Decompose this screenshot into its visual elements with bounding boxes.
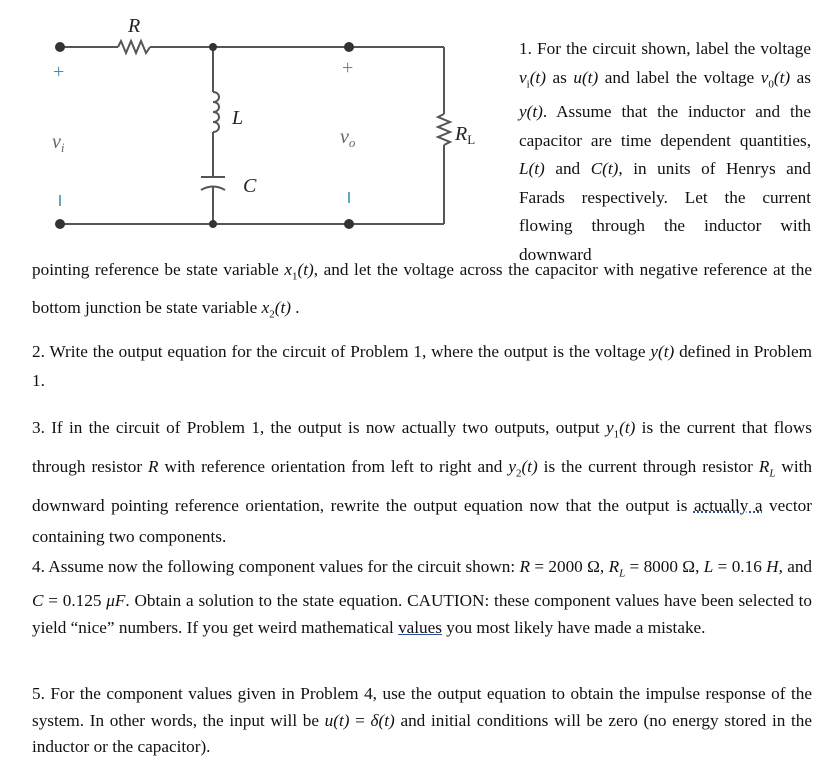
- problem-4: 4. Assume now the following component values for the circuit shown: R = 2000 Ω, $R_L = 8000$ Ω, L = 0.16 H, and C = 0.125 μF. Obtain a solution to the state equation. CAUTION: these component values have been selected to yield “nice” numbers. If you get weird mathematical values you most likely have made a mistake.: [32, 557, 813, 638]
- label-vo: $v_o$: [340, 126, 356, 150]
- label-RL: $R_L$: [455, 123, 476, 147]
- spellcheck-actually: actually a: [693, 495, 763, 515]
- terminal-input-bottom: [55, 219, 65, 229]
- junction-bottom-middle: [209, 220, 217, 228]
- label-L: L: [232, 107, 244, 129]
- circuit-diagram: [0, 0, 510, 240]
- junction-top-middle: [209, 43, 217, 51]
- spellcheck-values: values: [398, 618, 442, 638]
- problem-5: 5. For the component values given in Problem 4, use the output equation to obtain the impulse response of the system. In other words, the input will be u(t) = δ(t) and initial conditions will be zero (no energy stored in the inductor or the capacitor).: [32, 684, 812, 756]
- label-R: R: [128, 15, 141, 37]
- resistor-R: [118, 41, 150, 53]
- sign-plus-output: +: [342, 57, 354, 79]
- label-C: C: [243, 175, 257, 197]
- terminal-output-top: [344, 42, 354, 52]
- inductor-L: [213, 92, 219, 132]
- problem-1-intro: 1. For the circuit shown, label the voltage $v_i(t)$ as u(t) and label the voltage $v_0(t)$ as y(t). Assume that the inductor and the capacitor are time dependent quantities, L(t) and C(t), in units of Henrys and Farads respectively. Let the current flowing through the inductor with downward: [519, 39, 811, 264]
- problem-2: 2. Write the output equation for the circuit of Problem 1, where the output is the voltage y(t) defined in Problem 1.: [32, 342, 812, 390]
- terminal-output-bottom: [344, 219, 354, 229]
- problem-3: 3. If in the circuit of Problem 1, the output is now actually two outputs, output $y_1(t)$ is the current that flows through resistor R with reference orientation from left to right and $y_2(t)$ is the current through resistor $R_L$ with downward pointing reference orientation, rewrite the output equation now that the output is actually a vector containing two components.: [32, 418, 812, 547]
- resistor-RL: [438, 114, 450, 145]
- label-vi: $v_i$: [52, 131, 65, 155]
- sign-plus-input: +: [53, 61, 65, 83]
- problem-1-continuation: pointing reference be state variable $x_1(t)$, and let the voltage across the capacitor with negative reference at the bottom junction be state variable $x_2(t)$ .: [32, 260, 812, 321]
- terminal-input-top: [55, 42, 65, 52]
